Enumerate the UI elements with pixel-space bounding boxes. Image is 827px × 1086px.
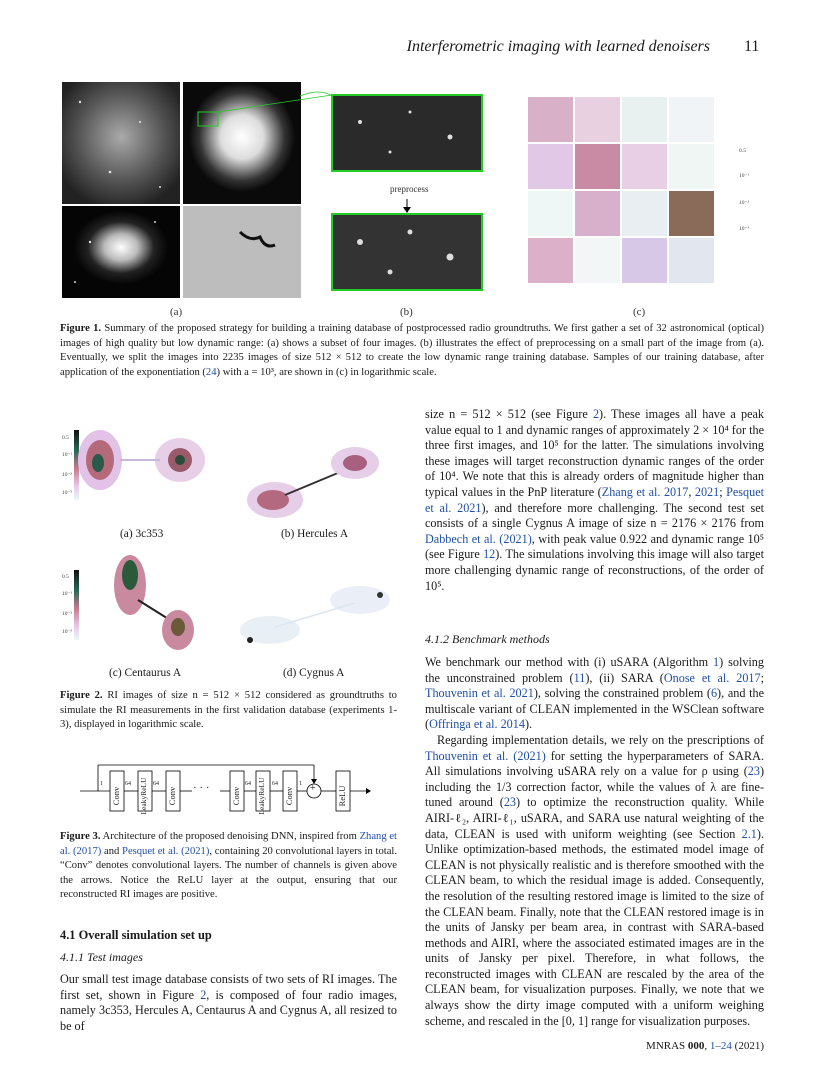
- fig1a-image-2: [183, 82, 301, 204]
- fig3-ellipsis: · · ·: [193, 782, 210, 794]
- figure-3-caption: Figure 3. Architecture of the proposed denoising DNN, inspired from Zhang et al. (2017) and Pesquet et al. (2021), containing 20 convolutional layers in total. “Conv” denotes convolutional layers. The number of channels is given above the arrows. Notice the ReLU layer at the output, ensuring that our reconstructed RI images are positive.: [60, 831, 398, 900]
- right-paragraph-2: We benchmark our method with (i) uSARA (Algorithm 1) solving the unconstrained problem (11), (ii) SARA (Onose et al. 2017; Thouvenin et al. 2021), solving the constrained problem (6), and the multiscale variant of CLEAN implemented in the WSClean software (Offringa et al. 2014). Regarding implementation details, we rely on the prescriptions of Thouvenin et al. (2021) for setting the hyperparameters of SARA. All simulations involving uSARA rely on a value for ρ using (23) including the 1/3 correction factor, while the values of λ are fine-tuned around (23) to optimize the reconstruction quality. While AIRI-ℓ₂, AIRI-ℓ₁, uSARA, and SARA use natural weighting of the data, CLEAN is used with uniform weighting (see Section 2.1). Unlike optimization-based methods, the estimated model image of CLEAN is not physically realistic and is therefore smoothed with the CLEAN beam, to which the residual image is added. Consequently, the resolution of the resulting restored image is limited to the size of the CLEAN beam. Finally, note that the CLEAN restored image is in the units of Jansky per beam area, in contrast with SARA-based methods and AIRI, where the associated estimated images are in the units of Jansky per pixel. Therefore, in what follows, the reconstructed images with CLEAN are rescaled by the area of the CLEAN beam, for visualization purposes. Finally, we note that we always show the dirty image computed with a uniform weighing scheme, and rescaled in the [0, 1] range for visualization purposes.: [425, 655, 765, 1028]
- subsection-heading: 4.1.1 Test images: [60, 950, 143, 964]
- fig3-channel-label: 64: [153, 781, 159, 787]
- fig3-plus: +: [310, 783, 316, 794]
- equation-ref-link[interactable]: 23: [747, 764, 760, 779]
- fig2-centaurus-image: [114, 555, 194, 650]
- fig1-colorbar-tick: 10⁻²: [739, 200, 750, 206]
- citation-link[interactable]: Zhang et al. 2017: [601, 484, 689, 499]
- fig3-channel-label: 1: [299, 781, 302, 787]
- figure-1-graphic: [60, 82, 725, 317]
- citation-link[interactable]: Zhang et al. (2017): [60, 831, 398, 857]
- fig1a-image-4: [183, 206, 301, 298]
- fig2-cygnus-image: [240, 586, 390, 644]
- right-paragraph-1: size n = 512 × 512 (see Figure 2). These images all have a peak value equal to 1 and dynamic ranges of approximately 2 × 10⁴ for the three first images, and 10⁵ for the latter. The simulations involving these images will target reconstruction dynamic ranges of the order of 10⁴. We note that this is already orders of magnitude higher than typical values in the PnP literature (Zhang et al. 2017, 2021; Pesquet et al. 2021), and therefore more challenging. The second test set consists of a single Cygnus A image of size n = 2176 × 2176 from Dabbech et al. (2021), with peak value 0.922 and dynamic range 10⁵ (see Figure 12). The simulations involving this image will also target more challenging dynamic range of reconstructions, of the order of 10⁵.: [425, 407, 765, 593]
- fig2-hercules-image: [247, 447, 379, 518]
- figure-2-caption: Figure 2. RI images of size n = 512 × 512 considered as groundtruths to simulate the RI measurements in the first validation database (experiments 1-3), displayed in logarithmic scale.: [60, 690, 397, 730]
- fig2-3c353-image: [78, 430, 205, 490]
- fig3-block-label: Conv: [231, 786, 241, 806]
- page-number: 11: [744, 38, 760, 55]
- fig2-colorbar-tick: 10⁻³: [62, 490, 73, 496]
- fig3-block-label: Conv: [111, 786, 121, 806]
- fig1b-original-crop: [332, 95, 482, 171]
- fig2-sub-a-label: (a) 3c353: [120, 528, 164, 540]
- subsection-heading: 4.1.2 Benchmark methods: [425, 632, 550, 646]
- fig2-colorbar-tick: 10⁻³: [62, 629, 73, 635]
- preprocess-label: preprocess: [390, 184, 429, 194]
- figure-2-graphic: [60, 415, 400, 665]
- fig2-colorbar-bottom: [74, 570, 79, 640]
- fig2-colorbar-tick: 10⁻²: [62, 611, 73, 617]
- citation-link[interactable]: Offringa et al. 2014: [429, 717, 525, 732]
- fig2-sub-c-label: (c) Centaurus A: [109, 667, 182, 679]
- fig3-channel-label: 64: [245, 781, 251, 787]
- fig3-block-label: LeakyReLU: [139, 777, 148, 815]
- fig1-colorbar-tick: 10⁻¹: [739, 173, 750, 179]
- fig1-panel-b-label: (b): [400, 306, 413, 318]
- fig1-colorbar-tick: 10⁻³: [739, 226, 750, 232]
- running-header-title: Interferometric imaging with learned denoisers: [406, 38, 710, 55]
- fig3-channel-label: 64: [272, 781, 278, 787]
- citation-link[interactable]: Onose et al. 2017: [663, 670, 761, 685]
- fig1-panel-c-label: (c): [633, 306, 646, 318]
- fig1a-image-1: [62, 82, 180, 204]
- fig1-colorbar-tick: 0.5: [739, 148, 746, 154]
- citation-link[interactable]: Thouvenin et al. (2021): [425, 748, 546, 763]
- algorithm-ref-link[interactable]: 1: [713, 655, 720, 669]
- fig2-sub-b-label: (b) Hercules A: [281, 528, 349, 540]
- fig2-colorbar-top: [74, 430, 79, 500]
- fig2-colorbar-tick: 10⁻¹: [62, 452, 73, 458]
- figure-ref-link[interactable]: 12: [483, 547, 496, 562]
- figure-1-caption: Figure 1. Summary of the proposed strategy for building a training database of postprocessed radio groundtruths. We first gather a set of 32 astronomical (optical) images of high quality but low dynamic range: (a) shows a subset of four images. (b) illustrates the effect of preprocessing on a small part of the image from (a). Eventually, we split the images into 2235 images of size 512 × 512 to create the low dynamic range training database. Samples of our training database, after application of the exponentiation (24) with a = 10³, are shown in (c) in logarithmic scale.: [60, 323, 764, 378]
- fig1c-grid: [528, 97, 714, 283]
- fig2-colorbar-tick: 0.5: [62, 435, 69, 441]
- fig2-colorbar-tick: 10⁻²: [62, 472, 73, 478]
- fig1-panel-a-label: (a): [170, 306, 183, 318]
- fig2-colorbar-tick: 10⁻¹: [62, 591, 73, 597]
- figure-3-diagram: [80, 755, 380, 825]
- figure-ref-link[interactable]: 2: [200, 987, 207, 1002]
- citation-link[interactable]: Thouvenin et al. 2021: [425, 686, 534, 701]
- fig3-block-label: LeakyReLU: [257, 777, 266, 815]
- citation-link[interactable]: 2021: [694, 484, 720, 499]
- left-paragraph: Our small test image database consists of two sets of RI images. The first set, shown in Figure 2, is composed of four radio images, namely 3c353, Hercules A, Centaurus A and Cygnus A, all resized to be of: [60, 972, 397, 1033]
- equation-ref-link[interactable]: 24: [205, 366, 217, 378]
- fig1b-preprocessed-crop: [332, 214, 482, 290]
- citation-link[interactable]: Pesquet et al. 2021: [425, 484, 765, 515]
- fig1a-image-3: [62, 206, 180, 298]
- equation-ref-link[interactable]: 11: [573, 670, 586, 685]
- fig2-sub-d-label: (d) Cygnus A: [283, 667, 345, 679]
- fig3-channel-label: 64: [125, 781, 131, 787]
- fig2-colorbar-tick: 0.5: [62, 574, 69, 580]
- section-heading: 4.1 Overall simulation set up: [60, 928, 212, 942]
- citation-link[interactable]: Pesquet et al. (2021): [122, 845, 210, 857]
- fig3-block-label: Conv: [284, 786, 294, 806]
- page-footer: MNRAS 000, 1–24 (2021): [646, 1040, 764, 1052]
- figure-ref-link[interactable]: 2: [592, 407, 600, 421]
- citation-link[interactable]: Dabbech et al. (2021): [425, 531, 532, 546]
- section-ref-link[interactable]: 2.1: [741, 826, 757, 841]
- pages-link[interactable]: 1–24: [709, 1040, 732, 1052]
- fig3-block-label: ReLU: [337, 785, 347, 807]
- fig3-block-label: Conv: [167, 786, 177, 806]
- fig3-channel-label: 1: [100, 781, 103, 787]
- equation-ref-link[interactable]: 23: [503, 795, 517, 810]
- equation-ref-link[interactable]: 6: [710, 686, 718, 701]
